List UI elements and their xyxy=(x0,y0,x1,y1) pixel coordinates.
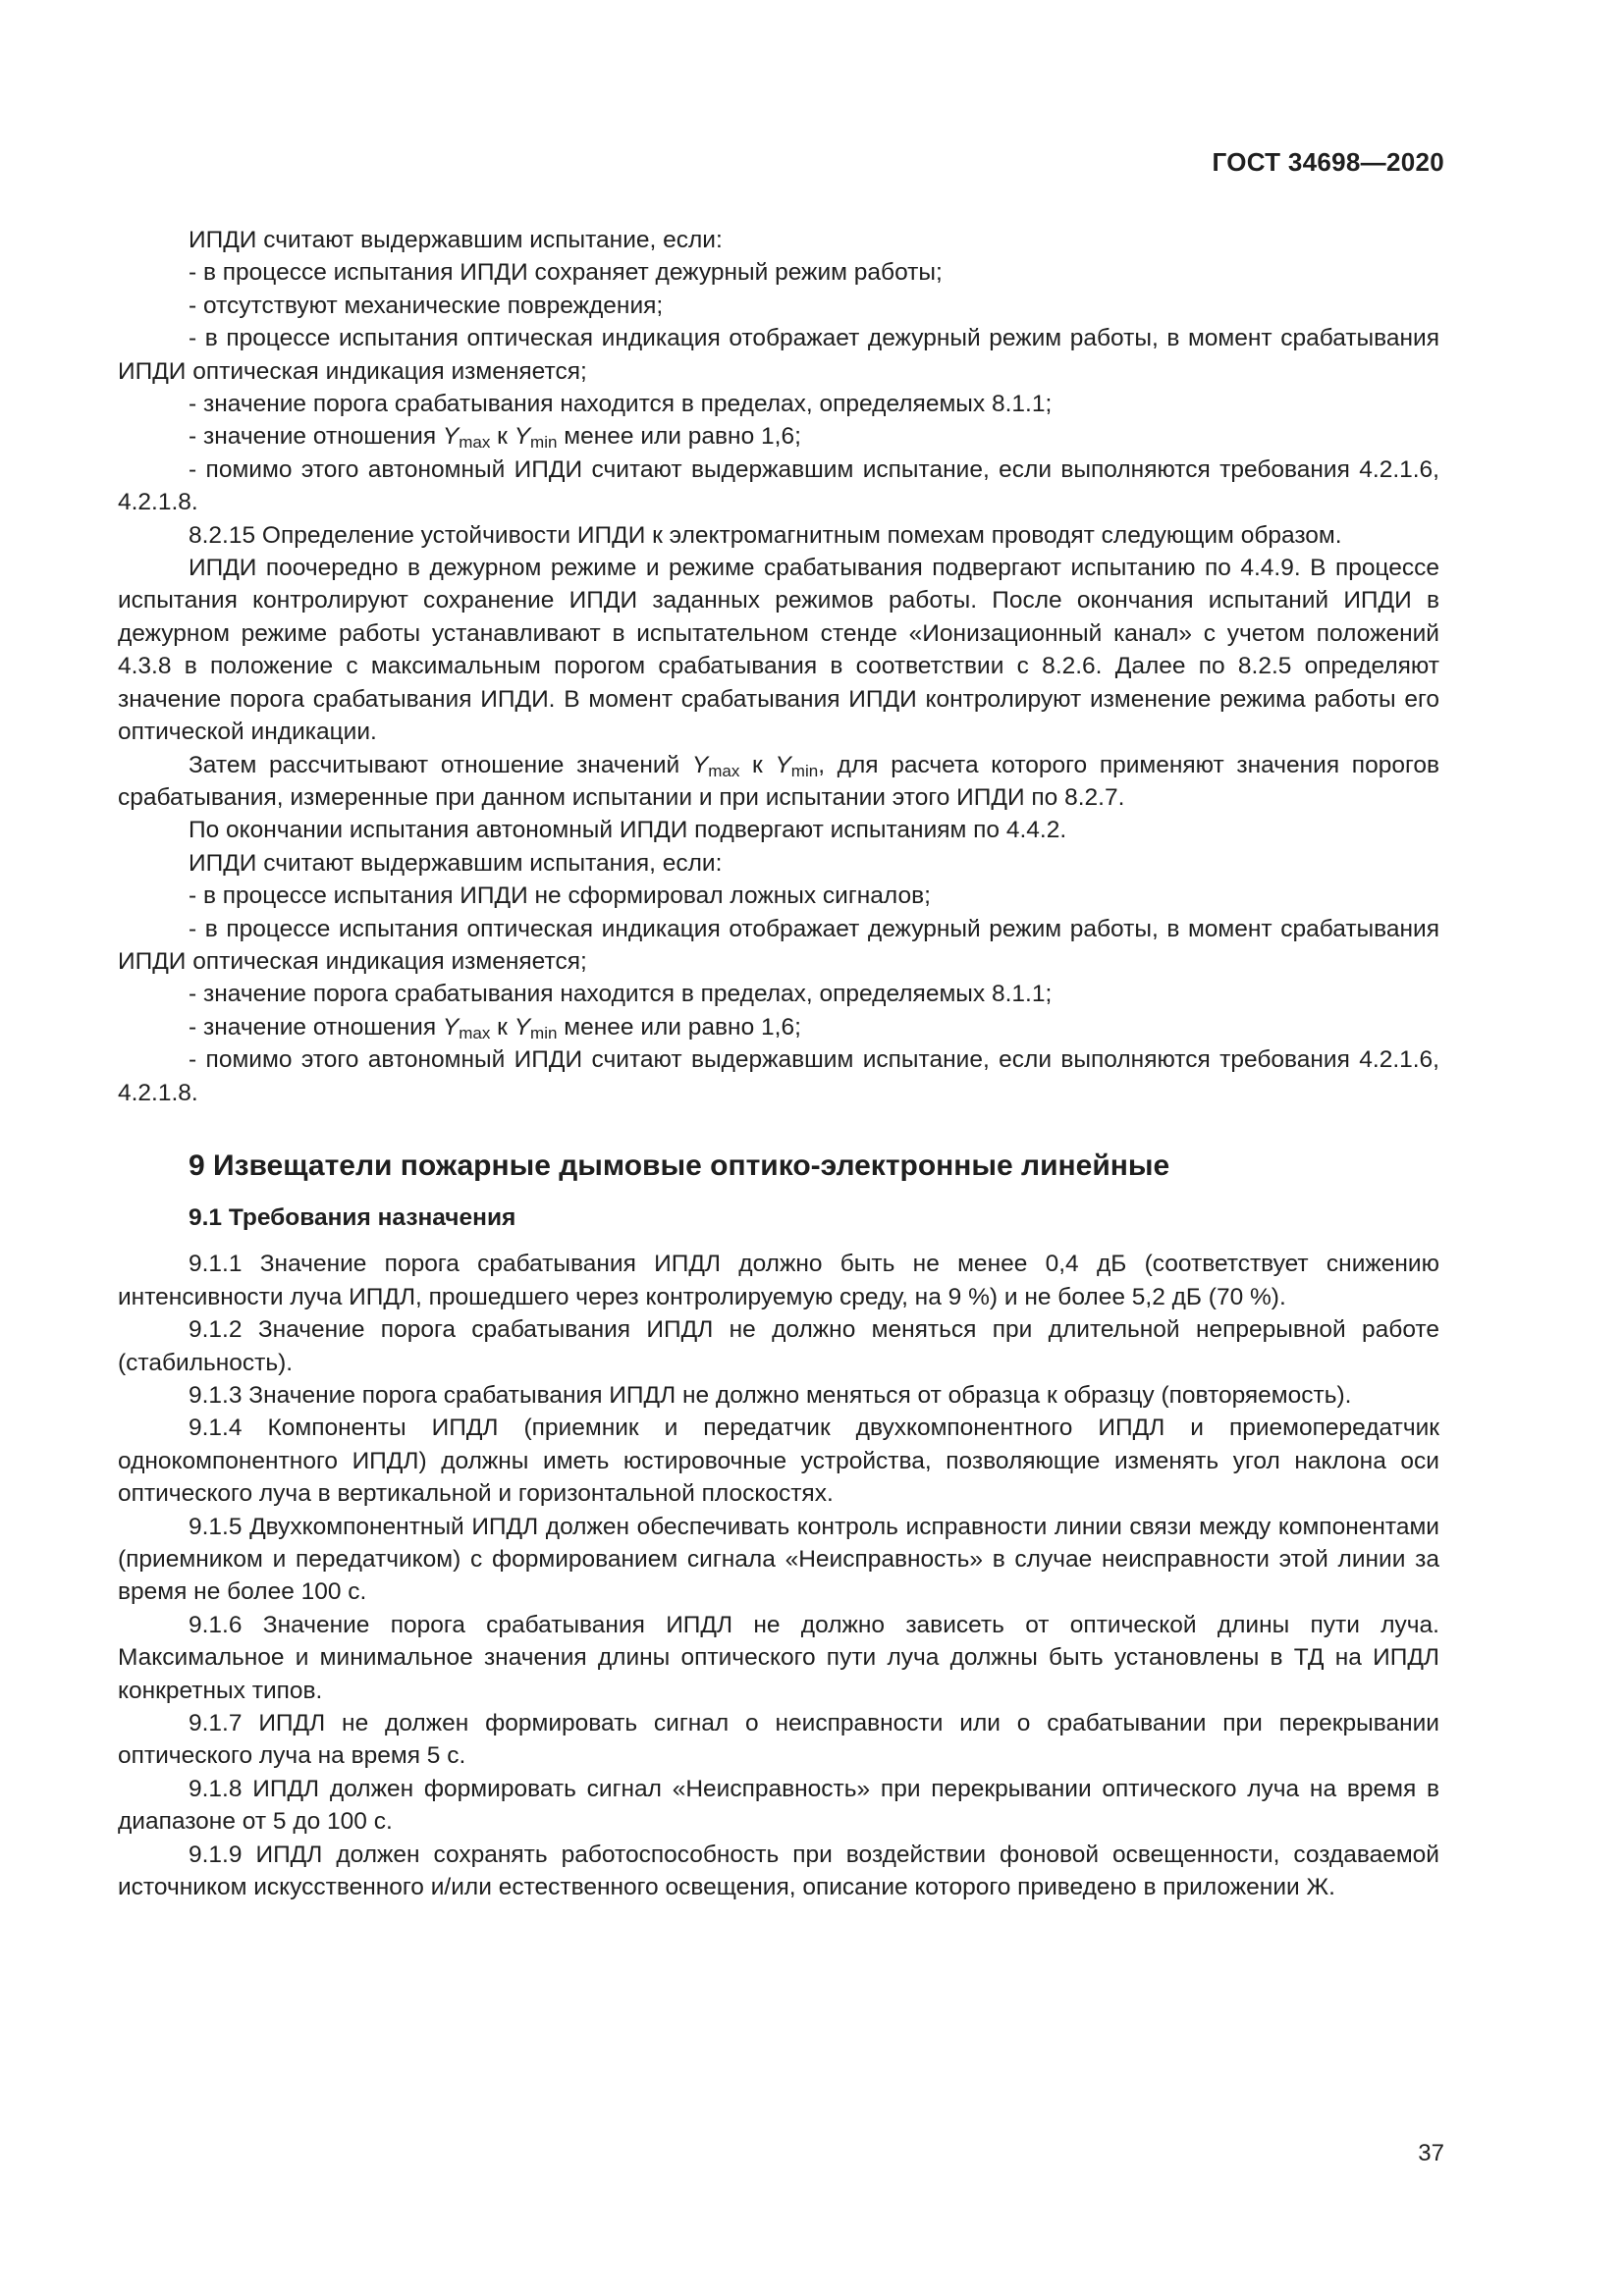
clause-9-1-2: 9.1.2 Значение порога срабатывания ИПДЛ не должно меняться при длительной непрерывной работе (стабильность). xyxy=(118,1316,1439,1376)
document-body xyxy=(118,224,1439,1904)
text-run: к xyxy=(739,751,776,778)
paragraph: ИПДИ считают выдержавшим испытание, если: xyxy=(189,227,723,253)
paragraph: ИПДИ считают выдержавшим испытания, если: xyxy=(189,849,723,877)
variable-y: Y xyxy=(514,423,531,451)
text-run: менее или равно 1,6; xyxy=(557,1013,801,1041)
clause-9-1-7: 9.1.7 ИПДЛ не должен формировать сигнал о неисправности или о срабатывании при перекрывании оптического луча на время 5 с. xyxy=(118,1710,1439,1770)
paragraph: ИПДИ поочередно в дежурном режиме и режиме срабатывания подвергают испытанию по 4.4.9. В процессе испытания контролируют сохранение ИПДИ заданных режимов работы. После окончания испытаний ИПДИ в дежурном режиме работы устанавливают в испытательном стенде «Ионизационный канал» с учетом положений 4.3.8 в положение с максимальным порогом срабатывания в соответствии с 8.2.6. Далее по 8.2.5 определяют значение порога срабатывания ИПДИ. В момент срабатывания ИПДИ контролируют изменение режима работы его оптической индикации. xyxy=(118,555,1439,746)
subscript-max: max xyxy=(459,433,491,453)
paragraph: 8.2.15 Определение устойчивости ИПДИ к электромагнитным помехам проводят следующим образом. xyxy=(189,521,1342,549)
list-item: - значение порога срабатывания находится в пределах, определяемых 8.1.1; xyxy=(189,981,1053,1008)
subscript-max: max xyxy=(708,761,740,780)
list-item: - в процессе испытания оптическая индикация отображает дежурный режим работы, в момент срабатывания ИПДИ оптическая индикация изменяется; xyxy=(118,915,1439,975)
list-item: - помимо этого автономный ИПДИ считают выдержавшим испытание, если выполняются требования 4.2.1.6, 4.2.1.8. xyxy=(118,1046,1439,1106)
text-run: менее или равно 1,6; xyxy=(557,423,801,451)
list-item: - в процессе испытания ИПДИ сохраняет дежурный режим работы; xyxy=(189,259,943,287)
clause-9-1-9: 9.1.9 ИПДЛ должен сохранять работоспособность при воздействии фоновой освещенности, создаваемой источником искусственного и/или естественного освещения, описание которого приведено в приложении Ж. xyxy=(118,1841,1439,1901)
list-item: - помимо этого автономный ИПДИ считают выдержавшим испытание, если выполняются требования 4.2.1.6, 4.2.1.8. xyxy=(118,455,1439,516)
list-item xyxy=(118,1011,1439,1043)
clause-9-1-8: 9.1.8 ИПДЛ должен формировать сигнал «Неисправность» при перекрывании оптического луча на время в диапазоне от 5 до 100 с. xyxy=(118,1775,1439,1836)
text-run: к xyxy=(490,423,514,451)
variable-y: Y xyxy=(691,751,709,778)
clause-9-1-3: 9.1.3 Значение порога срабатывания ИПДЛ не должно меняться от образца к образцу (повторяемость). xyxy=(189,1382,1352,1409)
document-id: ГОСТ 34698—2020 xyxy=(1212,147,1444,177)
paragraph: По окончании испытания автономный ИПДИ подвергают испытаниям по 4.4.2. xyxy=(189,817,1067,844)
list-item: - отсутствуют механические повреждения; xyxy=(189,292,664,319)
list-item: - в процессе испытания оптическая индикация отображает дежурный режим работы, в момент срабатывания ИПДИ оптическая индикация изменяется; xyxy=(118,325,1439,385)
text-run: , для расчета которого применяют значения порогов срабатывания, измеренные при данном испытании и при испытании этого ИПДИ по 8.2.7. xyxy=(118,751,1439,811)
variable-y: Y xyxy=(442,423,460,451)
text-run: - значение отношения xyxy=(189,1013,443,1041)
subscript-min: min xyxy=(790,761,819,780)
variable-y: Y xyxy=(775,751,791,778)
list-item xyxy=(118,420,1439,453)
subscript-min: min xyxy=(530,1023,558,1042)
clause-9-1-6: 9.1.6 Значение порога срабатывания ИПДЛ не должно зависеть от оптической длины пути луча. Максимальное и минимальное значения длины оптического пути луча должны быть установлены в ТД на ИПДЛ конкретных типов. xyxy=(118,1611,1439,1704)
subscript-max: max xyxy=(459,1023,491,1042)
clause-9-1-1: 9.1.1 Значение порога срабатывания ИПДЛ должно быть не менее 0,4 дБ (соответствует снижению интенсивности луча ИПДЛ, прошедшего через контролируемую среду, на 9 %) и не более 5,2 дБ (70 %). xyxy=(118,1251,1439,1310)
list-item: - в процессе испытания ИПДИ не сформировал ложных сигналов; xyxy=(189,882,931,910)
subsection-heading: 9.1 Требования назначения xyxy=(189,1203,516,1231)
section-heading: 9 Извещатели пожарные дымовые оптико-электронные линейные xyxy=(189,1148,1170,1182)
clause-9-1-5: 9.1.5 Двухкомпонентный ИПДЛ должен обеспечивать контроль исправности линии связи между компонентами (приемником и передатчиком) с формированием сигнала «Неисправность» в случае неисправности этой линии за время не более 100 с. xyxy=(118,1513,1439,1606)
text-run: Затем рассчитывают отношение значений xyxy=(189,751,692,778)
text-run: к xyxy=(490,1013,514,1041)
subscript-min: min xyxy=(530,433,558,453)
text-run: - значение отношения xyxy=(189,423,443,451)
list-item: - значение порога срабатывания находится в пределах, определяемых 8.1.1; xyxy=(189,391,1053,418)
variable-y: Y xyxy=(514,1013,531,1041)
paragraph xyxy=(118,749,1439,815)
clause-9-1-4: 9.1.4 Компоненты ИПДЛ (приемник и передатчик двухкомпонентного ИПДЛ и приемопередатчик однокомпонентного ИПДЛ) должны иметь юстировочные устройства, позволяющие изменять угол наклона оси оптического луча в вертикальной и горизонтальной плоскостях. xyxy=(118,1415,1439,1508)
page-number: 37 xyxy=(1418,2140,1444,2166)
variable-y: Y xyxy=(442,1013,460,1041)
